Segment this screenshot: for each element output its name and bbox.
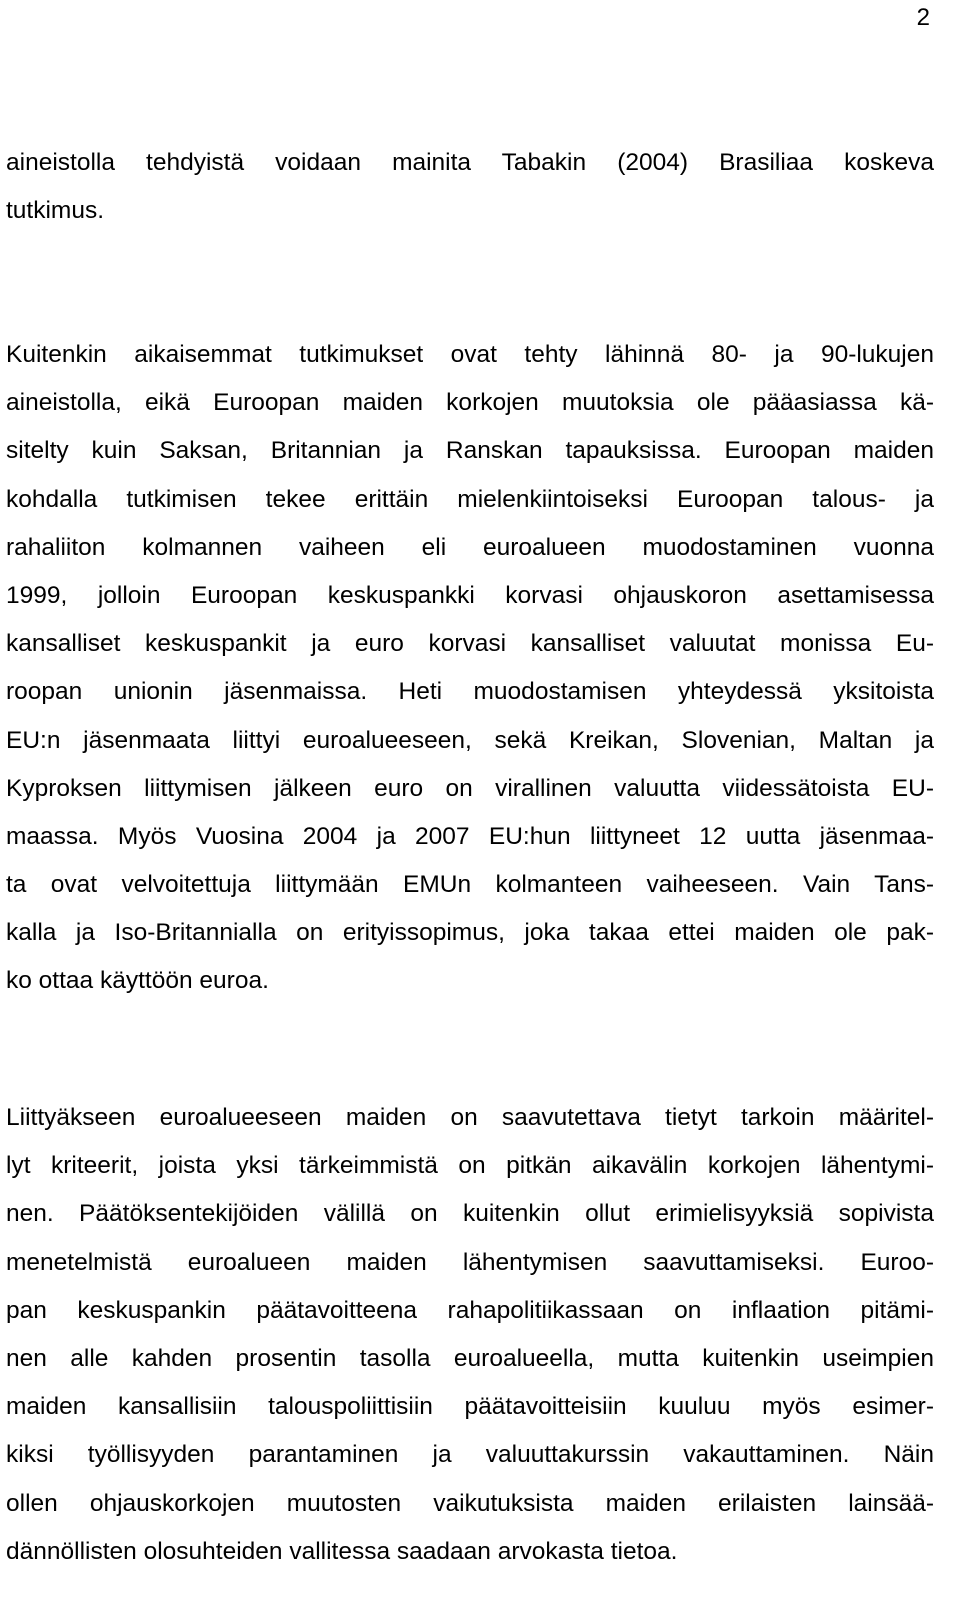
text-line: kansalliset keskuspankit ja euro korvasi kansalliset valuutat monissa Eu- [6,630,934,658]
text-line: kalla ja Iso-Britannialla on erityissopimus, joka takaa ettei maiden ole pak- [6,919,934,947]
text-line: aineistolla, eikä Euroopan maiden korkojen muutoksia ole pääasiassa kä- [6,389,934,417]
text-line: EU:n jäsenmaata liittyi euroalueeseen, sekä Kreikan, Slovenian, Maltan ja [6,726,934,754]
text-line: aineistolla tehdyistä voidaan mainita Tabakin (2004) Brasiliaa koskeva [6,149,934,176]
text-line: ko ottaa käyttöön euroa. [6,967,269,995]
text-line: Kuitenkin aikaisemmat tutkimukset ovat tehty lähinnä 80- ja 90-lukujen [6,341,934,368]
text-line: lyt kriteerit, joista yksi tärkeimmistä on pitkän aikavälin korkojen lähentymi- [6,1152,934,1180]
text-line: sitelty kuin Saksan, Britannian ja Ranskan tapauksissa. Euroopan maiden [6,437,934,465]
text-line: rahaliiton kolmannen vaiheen eli euroalueen muodostaminen vuonna [6,533,934,561]
text-line: nen alle kahden prosentin tasolla euroalueella, mutta kuitenkin useimpien [6,1344,934,1372]
paragraph-2 [6,340,934,1015]
text-line: kiksi työllisyyden parantaminen ja valuuttakurssin vakauttaminen. Näin [6,1441,934,1469]
text-line: ta ovat velvoitettuja liittymään EMUn kolmanteen vaiheeseen. Vain Tans- [6,871,934,899]
text-line: 1999, jolloin Euroopan keskuspankki korvasi ohjauskoron asettamisessa [6,581,934,609]
text-line: nen. Päätöksentekijöiden välillä on kuitenkin ollut erimielisyyksiä sopivista [6,1200,934,1228]
page-number: 2 [916,4,930,31]
text-line: tutkimus. [6,197,105,225]
text-line: Liittyäkseen euroalueeseen maiden on saavutettava tietyt tarkoin määritel- [6,1104,934,1131]
text-line: ollen ohjauskorkojen muutosten vaikutuksista maiden erilaisten lainsää- [6,1489,934,1517]
text-line: kohdalla tutkimisen tekee erittäin mielenkiintoiseksi Euroopan talous- ja [6,485,934,513]
paragraph-3 [6,1103,934,1585]
text-line: maiden kansallisiin talouspoliittisiin päätavoitteisiin kuuluu myös esimer- [6,1393,934,1421]
text-line: dännöllisten olosuhteiden vallitessa saadaan arvokasta tietoa. [6,1537,678,1565]
text-line: Kyproksen liittymisen jälkeen euro on virallinen valuutta viidessätoista EU- [6,774,934,802]
text-line: menetelmistä euroalueen maiden lähentymisen saavuttamiseksi. Euroo- [6,1248,934,1276]
text-line: roopan unionin jäsenmaissa. Heti muodostamisen yhteydessä yksitoista [6,678,934,706]
paragraph-1 [6,148,934,244]
text-line: pan keskuspankin päätavoitteena rahapolitiikassaan on inflaation pitämi- [6,1296,934,1324]
text-line: maassa. Myös Vuosina 2004 ja 2007 EU:hun liittyneet 12 uutta jäsenmaa- [6,822,934,850]
